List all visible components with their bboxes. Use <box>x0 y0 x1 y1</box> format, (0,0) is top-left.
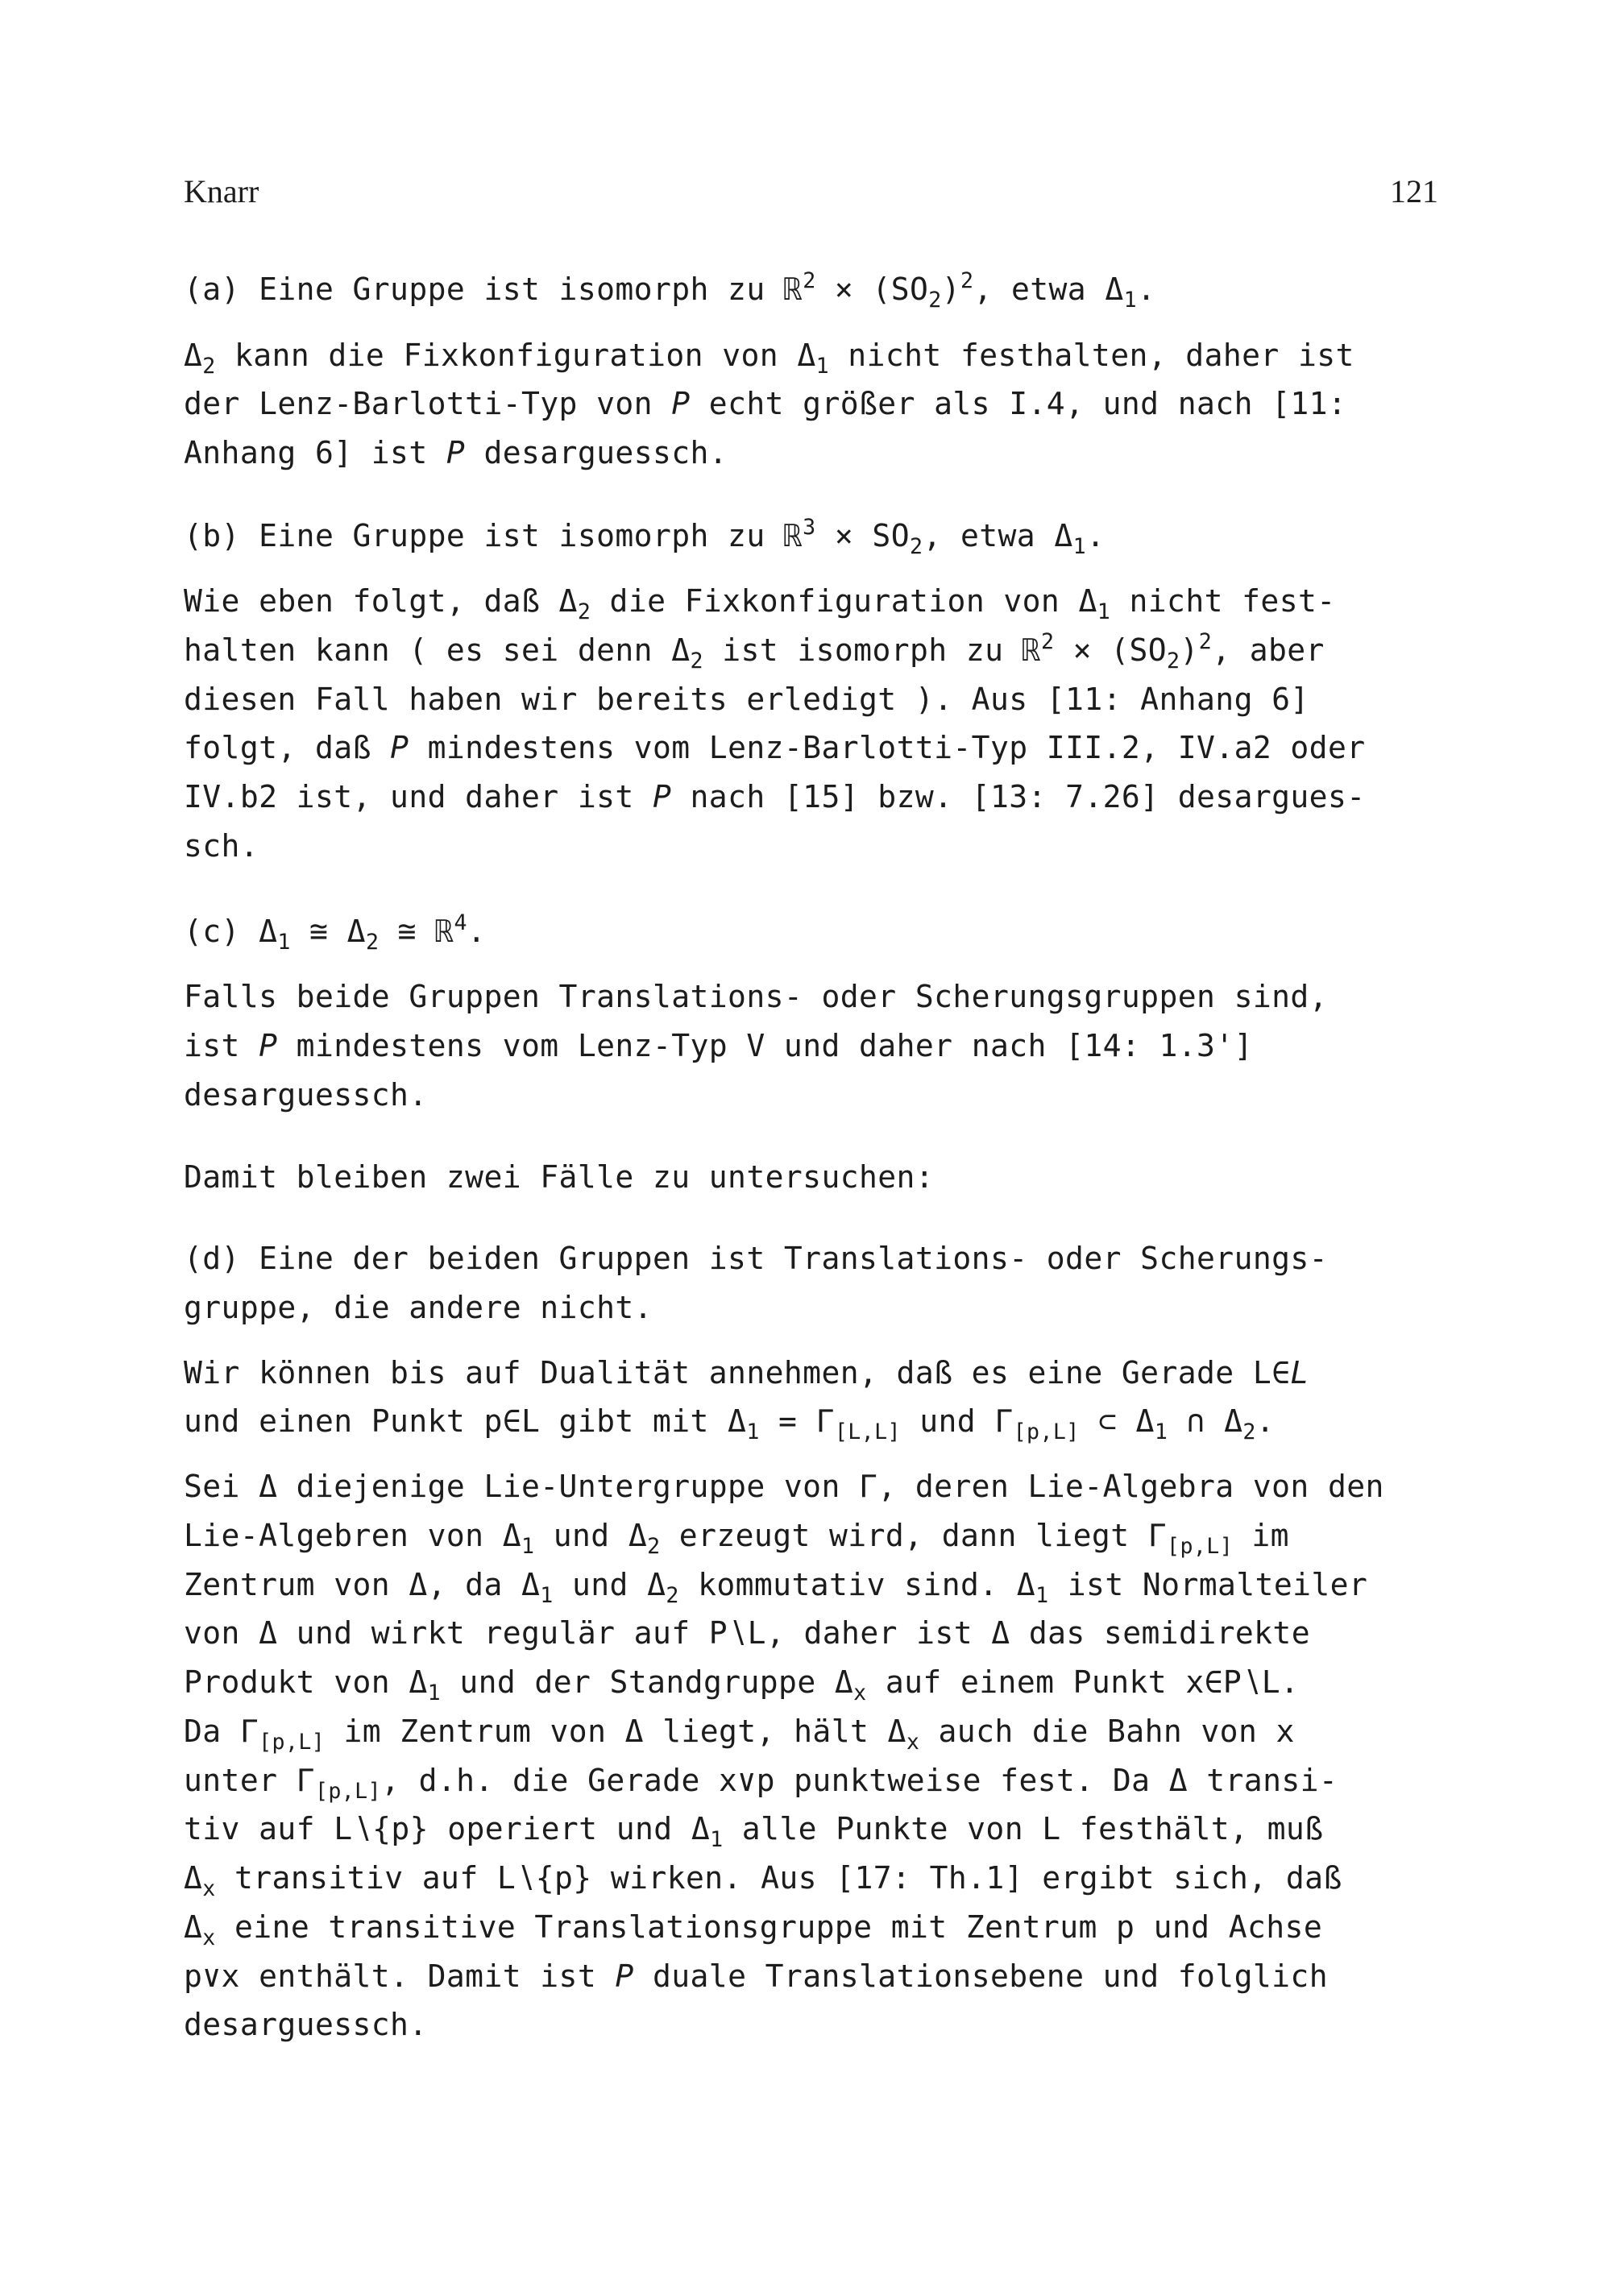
text-line: Lie-Algebren von $\Delta_1$ und $\Delta_2$ erzeugt wird, dann liegt $\Gamma_{[p,L]}$ im <box>184 1518 1289 1560</box>
text-line: $\Delta_x$ eine transitive Translationsgruppe mit Zentrum p und Achse <box>184 1909 1323 1951</box>
page-number: 121 <box>1390 173 1438 209</box>
text-line: halten kann ( es sei denn $\Delta_2$ ist isomorph zu ℝ$^2$ × $(SO_2)^2$, aber <box>184 629 1325 674</box>
text-line: desarguessch. <box>184 2007 428 2042</box>
text-line: $\Delta_2$ kann die Fixkonfiguration von $\Delta_1$ nicht festhalten, daher ist <box>184 338 1354 379</box>
text-line: Damit bleiben zwei Fälle zu untersuchen: <box>184 1159 935 1195</box>
text-line: tiv auf L∖{p} operiert und $\Delta_1$ alle Punkte von L festhält, muß <box>184 1811 1324 1853</box>
text-line: Sei Δ diejenige Lie-Untergruppe von Γ, deren Lie-Algebra von den <box>184 1469 1384 1504</box>
text-line: Anhang 6] ist P desarguessch. <box>184 435 728 470</box>
text-line: sch. <box>184 828 259 864</box>
text-line: Falls beide Gruppen Translations- oder Scherungsgruppen sind, <box>184 979 1328 1014</box>
text-line: Wie eben folgt, daß $\Delta_2$ die Fixkonfiguration von $\Delta_1$ nicht fest- <box>184 583 1336 625</box>
text-line: folgt, daß P mindestens vom Lenz-Barlotti-Typ III.2, IV.a2 oder <box>184 730 1366 765</box>
text-line: p∨x enthält. Damit ist P duale Translationsebene und folglich <box>184 1958 1328 1994</box>
text-line: Da $\Gamma_{[p,L]}$ im Zentrum von Δ liegt, hält $\Delta_x$ auch die Bahn von x <box>184 1714 1295 1755</box>
text-line: der Lenz-Barlotti-Typ von P echt größer als I.4, und nach [11: <box>184 386 1347 421</box>
text-line: Wir können bis auf Dualität annehmen, daß es eine Gerade L∈L <box>184 1355 1309 1390</box>
case-d-heading: (d) Eine der beiden Gruppen ist Translations- oder Scherungs- <box>184 1241 1328 1276</box>
text-line: ist P mindestens vom Lenz-Typ V und daher nach [14: 1.3'] <box>184 1028 1253 1063</box>
text-line: und einen Punkt p∈L gibt mit $\Delta_1 = \Gamma_{[L,L]}$ und $\Gamma_{[p,L]}$ ⊂ $\Delta_1$ ∩ $\Delta_2$. <box>184 1403 1276 1445</box>
text-line: diesen Fall haben wir bereits erledigt ). Aus [11: Anhang 6] <box>184 682 1309 717</box>
text-line: gruppe, die andere nicht. <box>184 1290 653 1325</box>
text-line: Zentrum von Δ, da $\Delta_1$ und $\Delta_2$ kommutativ sind. $\Delta_1$ ist Normalteiler <box>184 1567 1368 1609</box>
case-a-heading: (a) Eine Gruppe ist isomorph zu ℝ$^2$ × $(SO_2)^2$, etwa $\Delta_1$. <box>184 268 1156 313</box>
case-b-heading: (b) Eine Gruppe ist isomorph zu ℝ$^3$ × $SO_2$, etwa $\Delta_1$. <box>184 515 1106 560</box>
text-line: $\Delta_x$ transitiv auf L∖{p} wirken. Aus [17: Th.1] ergibt sich, daß <box>184 1860 1342 1902</box>
text-line: IV.b2 ist, und daher ist P nach [15] bzw. [13: 7.26] desargues- <box>184 779 1366 814</box>
running-header-author: Knarr <box>184 173 259 209</box>
text-line: von Δ und wirkt regulär auf P∖L, daher ist Δ das semidirekte <box>184 1615 1310 1651</box>
text-line: unter $\Gamma_{[p,L]}$, d.h. die Gerade x∨p punktweise fest. Da Δ transi- <box>184 1763 1338 1805</box>
case-c-heading: (c) $\Delta_1$ ≅ $\Delta_2$ ≅ ℝ$^4$. <box>184 910 487 955</box>
text-line: Produkt von $\Delta_1$ und der Standgruppe $\Delta_x$ auf einem Punkt x∈P∖L. <box>184 1664 1300 1706</box>
text-line: desarguessch. <box>184 1077 428 1113</box>
